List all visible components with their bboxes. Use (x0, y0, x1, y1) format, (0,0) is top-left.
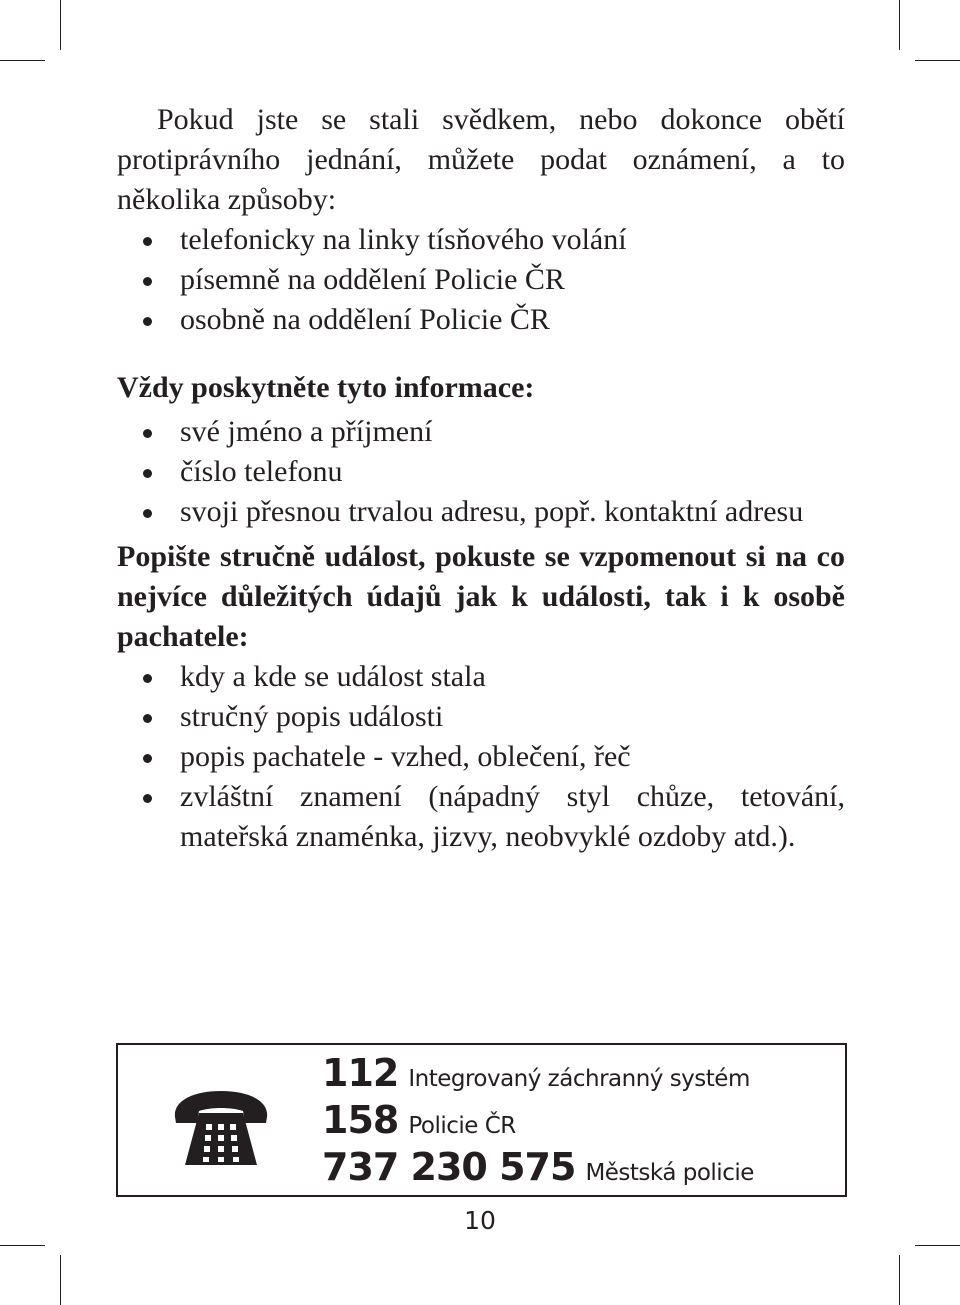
list-item: stručný popis události (117, 697, 845, 737)
contact-number: 112 (322, 1051, 399, 1095)
contact-label: Policie ČR (408, 1113, 516, 1139)
crop-mark (0, 60, 45, 61)
page-number: 10 (464, 1206, 496, 1235)
list-item: zvláštní znamení (nápadný styl chůze, tetování, mateřská znaménka, jizvy, neobvyklé ozdoby atd.). (117, 777, 845, 857)
crop-mark (899, 1255, 900, 1305)
crop-mark (915, 60, 960, 61)
describe-list (117, 657, 845, 857)
list-item: své jméno a příjmení (117, 412, 845, 452)
crop-mark (0, 1245, 45, 1246)
list-item: kdy a kde se událost stala (117, 657, 845, 697)
describe-heading: Popište stručně událost, pokuste se vzpomenout si na co nejvíce důležitých údajů jak k události, tak i k osobě pachatele: (117, 540, 845, 653)
crop-mark (60, 1255, 61, 1305)
list-item: popis pachatele - vzhed, oblečení, řeč (117, 737, 845, 777)
crop-mark (60, 0, 61, 50)
list-item: svoji přesnou trvalou adresu, popř. kontaktní adresu (117, 492, 845, 532)
contact-row (322, 1098, 754, 1145)
report-methods-list (117, 220, 845, 340)
contact-number: 158 (322, 1098, 399, 1142)
list-item: osobně na oddělení Policie ČR (117, 300, 845, 340)
info-list (117, 412, 845, 532)
crop-mark (899, 0, 900, 50)
contact-number: 737 230 575 (322, 1145, 576, 1189)
list-item: číslo telefonu (117, 452, 845, 492)
intro-paragraph: Pokud jste se stali svědkem, nebo dokonce obětí protiprávního jednání, můžete podat oznámení, a to několika způsoby: (117, 103, 845, 216)
contact-row (322, 1051, 754, 1098)
info-heading: Vždy poskytněte tyto informace: (117, 371, 535, 404)
list-item: telefonicky na linky tísňového volání (117, 220, 845, 260)
emergency-contacts-box (116, 1043, 847, 1197)
page-content (117, 100, 845, 857)
list-item: písemně na oddělení Policie ČR (117, 260, 845, 300)
contact-row (322, 1145, 754, 1192)
contact-label: Městská policie (585, 1160, 754, 1186)
crop-mark (915, 1245, 960, 1246)
contact-label: Integrovaný záchranný systém (408, 1066, 750, 1092)
contact-list (322, 1051, 754, 1192)
telephone-icon (171, 1087, 271, 1169)
